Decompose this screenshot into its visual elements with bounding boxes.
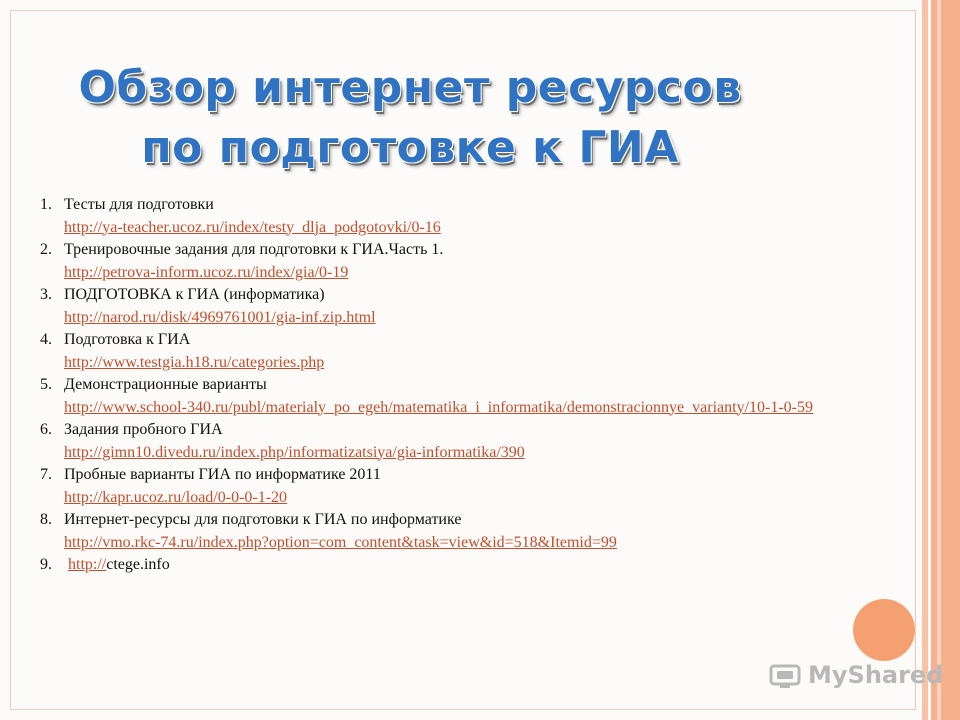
resource-link[interactable]: http://vmo.rkc-74.ru/index.php?option=com_content&task=view&id=518&Itemid=99 bbox=[64, 533, 617, 551]
item-number: 4. bbox=[40, 331, 52, 348]
resource-link[interactable]: http://www.testgia.h18.ru/categories.php bbox=[64, 353, 325, 371]
resource-list bbox=[40, 194, 890, 577]
item-number: 2. bbox=[40, 241, 52, 258]
resource-link[interactable]: http://ya-teacher.ucoz.ru/index/testy_dlja_podgotovki/0-16 bbox=[64, 218, 441, 236]
list-item bbox=[40, 464, 890, 509]
item-text: ctege.info bbox=[106, 556, 170, 573]
resource-link[interactable]: http://kapr.ucoz.ru/load/0-0-0-1-20 bbox=[64, 488, 288, 506]
item-text: Демонстрационные варианты bbox=[64, 376, 267, 393]
list-item bbox=[40, 239, 890, 284]
item-text: Пробные варианты ГИА по информатике 2011 bbox=[64, 466, 381, 483]
item-number: 1. bbox=[40, 196, 52, 213]
right-decor-line bbox=[937, 0, 941, 720]
item-number: 3. bbox=[40, 286, 52, 303]
item-number: 6. bbox=[40, 421, 52, 438]
myshared-logo-icon bbox=[768, 658, 802, 692]
list-item bbox=[40, 329, 890, 374]
watermark-logo bbox=[768, 656, 943, 694]
item-number: 9. bbox=[40, 556, 52, 573]
list-item bbox=[40, 419, 890, 464]
item-number: 8. bbox=[40, 511, 52, 528]
resource-link[interactable]: http://narod.ru/disk/4969761001/gia-inf.zip.html bbox=[64, 308, 376, 326]
decorative-circle bbox=[853, 599, 915, 661]
resource-link[interactable]: http://petrova-inform.ucoz.ru/index/gia/0-19 bbox=[64, 263, 349, 281]
item-number: 7. bbox=[40, 466, 52, 483]
item-text: ПОДГОТОВКА к ГИА (информатика) bbox=[64, 286, 325, 303]
title-line-2: по подготовке к ГИА bbox=[141, 122, 679, 173]
item-text: Тренировочные задания для подготовки к ГИА.Часть 1. bbox=[64, 241, 444, 258]
right-decor-band bbox=[931, 0, 960, 720]
item-text: Подготовка к ГИА bbox=[64, 331, 191, 348]
slide-title bbox=[0, 58, 820, 178]
item-text: Тесты для подготовки bbox=[64, 196, 214, 213]
list-item bbox=[40, 554, 890, 577]
resource-link[interactable]: http://gimn10.divedu.ru/index.php/informatizatsiya/gia-informatika/390 bbox=[64, 443, 525, 461]
item-text: Интернет-ресурсы для подготовки к ГИА по информатике bbox=[64, 511, 462, 528]
item-text: Задания пробного ГИА bbox=[64, 421, 223, 438]
item-number: 5. bbox=[40, 376, 52, 393]
list-item bbox=[40, 374, 890, 419]
resource-link[interactable]: http:// bbox=[68, 556, 107, 573]
title-line-1: Обзор интернет ресурсов bbox=[78, 62, 742, 113]
list-item bbox=[40, 194, 890, 239]
resource-link[interactable]: http://www.school-340.ru/publ/materialy_po_egeh/matematika_i_informatika/demonstracionnye_varianty/10-1-0-59 bbox=[64, 398, 813, 416]
brand-name: MyShared bbox=[808, 661, 944, 689]
list-item bbox=[40, 284, 890, 329]
right-decor-stripe bbox=[922, 0, 928, 720]
list-item bbox=[40, 509, 890, 554]
